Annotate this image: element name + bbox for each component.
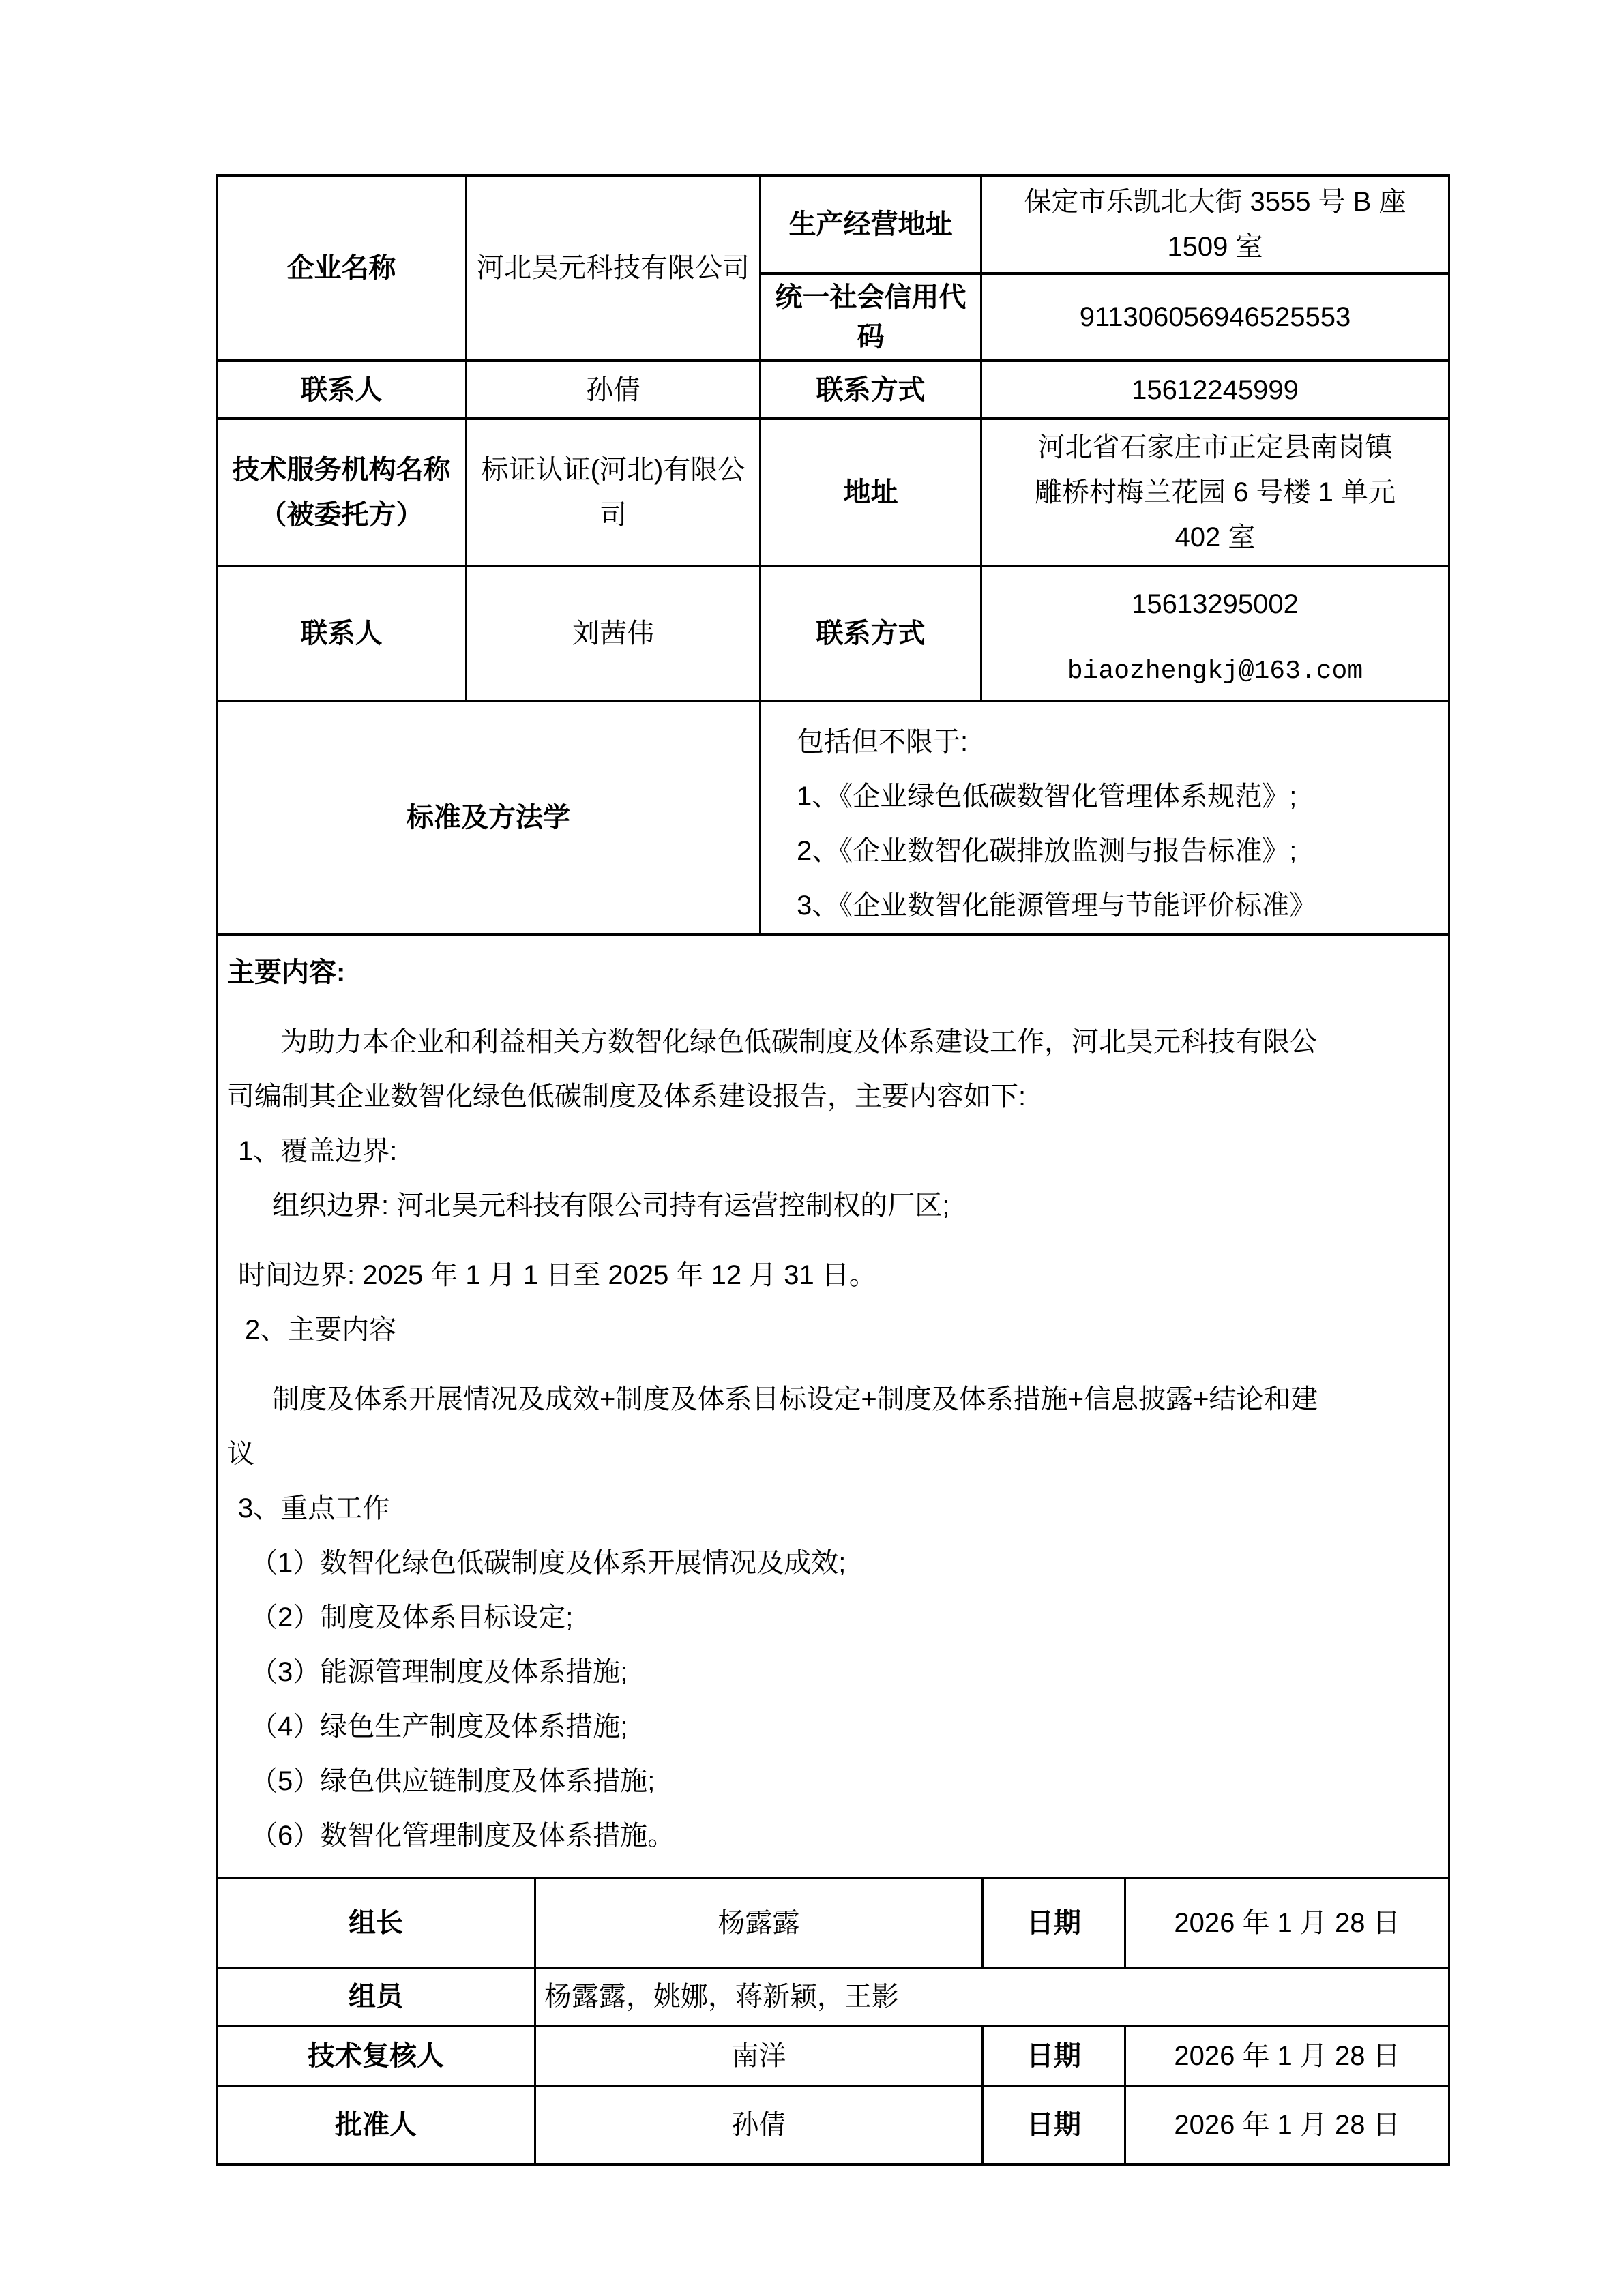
agency-label-line: （被委托方） [259,500,424,530]
row-contact2 [217,566,1449,701]
leader-label: 组长 [217,1878,535,1968]
contact2-email: biaozhengkj@163.com [1067,657,1363,686]
main-content-cell [217,934,1449,1878]
main-content-line: 3、重点工作 [238,1493,390,1523]
main-content-line: （4）绿色生产制度及体系措施; [250,1711,628,1742]
main-content-line: 组织边界: 河北昊元科技有限公司持有运营控制权的厂区; [272,1190,950,1221]
agency-name-value [467,419,761,566]
contact1-phone: 15612245999 [981,361,1449,419]
main-content-line: （5）绿色供应链制度及体系措施; [250,1765,655,1796]
row-main-content [217,934,1449,1878]
reviewer-label: 技术复核人 [217,2026,535,2086]
main-content-line: 1、覆盖边界: [238,1135,398,1166]
biz-address-value [981,175,1449,273]
row-contact1 [217,361,1449,419]
contact2-phone: 15613295002 [1132,589,1299,619]
credit-code-label: 统一社会信用代码 [761,273,981,361]
standards-line: 3、《企业数智化能源管理与节能评价标准》 [797,890,1317,921]
reviewer-date: 2026 年 1 月 28 日 [1125,2026,1449,2086]
contact2-label: 联系人 [217,566,467,701]
agency-address-line: 402 室 [1175,522,1256,552]
info-table [216,174,1450,1879]
company-name-label: 企业名称 [217,175,467,361]
biz-address-line: 1509 室 [1167,232,1263,262]
leader-date-label: 日期 [983,1878,1125,1968]
main-content-line: （1）数智化绿色低碳制度及体系开展情况及成效; [250,1547,846,1578]
standards-line: 1、《企业绿色低碳数智化管理体系规范》; [797,781,1297,811]
approver-name: 孙倩 [535,2086,983,2164]
approver-date: 2026 年 1 月 28 日 [1125,2086,1449,2164]
agency-address-label: 地址 [761,419,981,566]
main-content-line: （6）数智化管理制度及体系措施。 [250,1820,675,1851]
standards-line: 包括但不限于: [797,726,969,757]
main-content-line: 司编制其企业数智化绿色低碳制度及体系建设报告，主要内容如下: [227,1081,1027,1112]
standards-label: 标准及方法学 [217,701,761,934]
row-agency [217,419,1449,566]
company-name-value: 河北昊元科技有限公司 [467,175,761,361]
main-content-line: 2、主要内容 [245,1314,397,1345]
row-standards [217,701,1449,934]
main-content-line: 议 [227,1438,254,1469]
members-value: 杨露露，姚娜，蒋新颖，王影 [535,1968,1449,2026]
main-content-line: 为助力本企业和利益相关方数智化绿色低碳制度及体系建设工作，河北昊元科技有限公 [280,1026,1317,1057]
agency-name-lines [474,447,752,537]
row-leader [217,1878,1449,1968]
main-content-line: 时间边界: 2025 年 1 月 1 日至 2025 年 12 月 31 日。 [238,1259,876,1290]
leader-name: 杨露露 [535,1878,983,1968]
main-content-line: （3）能源管理制度及体系措施; [250,1656,628,1687]
biz-address-label: 生产经营地址 [761,175,981,273]
agency-label-lines [224,447,458,537]
row-approver [217,2086,1449,2164]
report-form [216,174,1448,2166]
credit-code-value: 911306056946525553 [981,273,1449,361]
contact1-method-label: 联系方式 [761,361,981,419]
contact1-label: 联系人 [217,361,467,419]
approver-date-label: 日期 [983,2086,1125,2164]
agency-name-line: 司 [600,500,627,530]
members-label: 组员 [217,1968,535,2026]
agency-address-value [981,419,1449,566]
contact2-name: 刘茜伟 [467,566,761,701]
agency-name-line: 标证认证(河北)有限公 [481,455,745,485]
row-reviewer [217,2026,1449,2086]
agency-address-lines [989,425,1441,560]
agency-label [217,419,467,566]
signature-table [216,1877,1450,2166]
reviewer-name: 南洋 [535,2026,983,2086]
approver-label: 批准人 [217,2086,535,2164]
row-company [217,175,1449,273]
agency-label-line: 技术服务机构名称 [232,455,451,485]
leader-date: 2026 年 1 月 28 日 [1125,1878,1449,1968]
biz-address-line: 保定市乐凯北大街 3555 号 B 座 [1024,187,1406,217]
standards-lines [769,715,1441,933]
agency-address-line: 雕桥村梅兰花园 6 号楼 1 单元 [1035,477,1396,507]
contact1-name: 孙倩 [467,361,761,419]
standards-value [761,701,1449,934]
standards-line: 2、《企业数智化碳排放监测与报告标准》; [797,835,1297,866]
main-content-lines [218,945,1436,1863]
biz-address-lines [989,179,1441,269]
contact2-method-label: 联系方式 [761,566,981,701]
main-content-line: （2）制度及体系目标设定; [250,1602,574,1632]
reviewer-date-label: 日期 [983,2026,1125,2086]
main-content-line: 主要内容: [227,957,346,987]
main-content-line: 制度及体系开展情况及成效+制度及体系目标设定+制度及体系措施+信息披露+结论和建 [272,1384,1318,1414]
row-members [217,1968,1449,2026]
agency-address-line: 河北省石家庄市正定县南岗镇 [1037,432,1393,462]
contact2-method-value [981,566,1449,701]
